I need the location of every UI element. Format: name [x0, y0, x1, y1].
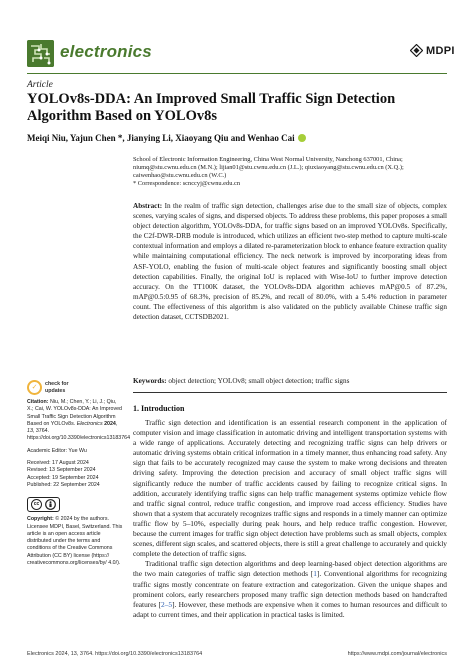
accepted-date: Accepted: 19 September 2024	[27, 474, 99, 481]
copyright-label: Copyright:	[27, 516, 54, 523]
cc-license-badge[interactable]	[27, 497, 60, 512]
affiliation-emails-cont: caiwenhao@stu.cwnu.edu.cn (W.C.)	[133, 172, 227, 179]
paragraph-text: ]. However, these methods are expensive when it comes to human resources and difficult to adapt to current times, and their application in practical tasks is limited.	[133, 599, 447, 619]
paragraph-text: Traditional traffic sign detection algorithms and deep learning-based object detection algorithms are the two main categories of traffic sign detection methods [	[133, 559, 447, 579]
citation-block: Citation: Niu, M.; Chen, Y.; Li, J.; Qiu, X.; Cai, W. YOLOv8s-DDA: An Improved Small Traffic Sign Detection Algorithm Based on YOLOv8s. Electronics 2024, 13, 3764. https://doi.org/10.3390/electronics13183764	[27, 399, 131, 442]
by-icon	[45, 499, 56, 510]
keywords-label: Keywords:	[133, 377, 167, 385]
keywords-text: object detection; YOLOv8; small object detection; traffic signs	[168, 377, 350, 385]
article-type: Article	[27, 80, 53, 90]
abstract	[133, 201, 447, 322]
article-sidebar	[27, 380, 131, 572]
author-list	[27, 133, 447, 143]
author-names: Meiqi Niu, Yajun Chen *, Jianying Li, Xiaoyang Qiu and Wenhao Cai	[27, 133, 295, 143]
copyright-text: © 2024 by the authors. Licensee MDPI, Basel, Switzerland. This article is an open access article distributed under the terms and conditions of the Creative Commons Attribution (CC BY) license (https:// creativecommons.org/licenses/by/ 4.0/).	[27, 516, 123, 567]
page-footer	[27, 651, 447, 657]
citation-label: Citation:	[27, 399, 49, 405]
affiliations	[133, 156, 453, 188]
journal-name: electronics	[60, 42, 152, 61]
published-date: Published: 22 September 2024	[27, 481, 100, 488]
footer-citation[interactable]: Electronics 2024, 13, 3764. https://doi.org/10.3390/electronics13183764	[27, 651, 203, 657]
affiliation-emails: niumq@stu.cwnu.edu.cn (M.N.); lijian01@stu.cwnu.edu.cn (J.L.); qiuxiaoyang@stu.cwnu.edu.cn (X.Q.);	[133, 164, 404, 171]
citation-volume: 13	[27, 428, 33, 435]
abstract-label: Abstract:	[133, 202, 163, 210]
check-updates-icon: ✓	[27, 380, 42, 395]
publisher-name: MDPI	[426, 44, 455, 57]
check-label-line1: check for	[45, 381, 69, 388]
page-title: YOLOv8s-DDA: An Improved Small Traffic Sign Detection Algorithm Based on YOLOv8s	[27, 91, 396, 124]
citation-rest[interactable]: , 3764. https://doi.org/10.3390/electronics13183764	[27, 428, 131, 442]
received-date: Received: 17 August 2024	[27, 460, 89, 467]
revised-date: Revised: 13 September 2024	[27, 467, 96, 474]
paragraph: Traffic sign detection and identification is an essential research component in the application of computer vision and image classification in automatic driving and intelligent transportation systems with a wide range of applications. Accurately detecting and recognizing traffic signs can help drivers or automatic driving systems obtain critical information in a timely manner, thus enhancing road safety. Any sign that fails to be accurately recognized may cause the system to make wrong decisions and threaten driving safety. Improving the detection precision and accuracy of small object traffic signs will significantly reduce the number of traffic accidents caused by failing to recognize critical signs. In addition, accurately identifying traffic signs can help traffic management systems optimize vehicle flow and traffic signal control, reduce traffic congestion, and improve road access efficiency. Studies have shown that a system that accurately recognizes traffic signs and responds in a timely manner can optimize traffic flow by 5–10%, especially during peak hours, and help reduce traffic congestion. However, because the current images for traffic sign object detection have problems such as small objects, complex scenes, different sign scales, and scattered objects, there is still a great challenge to accurately and quickly complete the detection of traffic signs.	[133, 418, 447, 559]
abstract-text: In the realm of traffic sign detection, challenges arise due to the small size of objects, complex scenes, varying scales of signs, and dispersed objects. To address these problems, this paper proposes a small object detection algorithm, YOLOv8s-DDA, for traffic signs based on an improved YOLOv8s. Specifically, the C2f-DWR-DRB module is introduced, which utilizes an efficient two-step method to capture multi-scale contextual information and employs a dilated re-parameterization block to enhance feature extraction quality while maintaining computational efficiency. The neck network is improved by incorporating ideas from ASF-YOLO, enabling the fusion of multi-scale object features and significantly boosting small object detection capabilities. Finally, the original IoU is replaced with Wise-IoU to further improve detection accuracy. On the TT100K dataset, the YOLOv8s-DDA algorithm achieves mAP@0.5 of 87.2%, mAP@0.5:0.95 of 68.3%, precision of 85.2%, and recall of 80.0%, with a 5.4% reduction in parameter count. The effectiveness of this algorithm is also validated on the publicly available Chinese traffic sign detection dataset, CCTSDB2021.	[133, 202, 448, 322]
citation-year: 2024	[104, 420, 116, 427]
affiliation-line: School of Electronic Information Engineering, China West Normal University, Nanchong 637001, China;	[133, 156, 403, 163]
journal-logo	[27, 40, 54, 67]
citation-link[interactable]: 2–5	[161, 599, 173, 609]
copyright-block	[27, 516, 123, 567]
publisher-logo	[410, 44, 455, 57]
citation-text: Niu, M.; Chen, Y.; Li, J.; Qiu, X.; Cai, W. YOLOv8s-DDA: An Improved Small Traffic Sign Detection Algorithm Based on YOLOv8s.	[27, 399, 122, 427]
orcid-icon[interactable]	[298, 134, 306, 142]
citation-journal: Electronics	[76, 420, 103, 427]
check-for-updates-button[interactable]	[27, 380, 123, 395]
academic-editor: Academic Editor: Yue Wu	[27, 447, 87, 454]
footer-journal-url[interactable]: https://www.mdpi.com/journal/electronics	[347, 651, 447, 657]
check-label-line2: updates	[45, 387, 66, 394]
dates-block	[27, 460, 123, 489]
correspondence: * Correspondence: scnccyj@cwnu.edu.cn	[133, 180, 241, 187]
introduction-body	[133, 418, 447, 620]
mdpi-icon	[410, 44, 423, 57]
header-divider	[27, 73, 447, 74]
citation-link[interactable]: 1	[313, 569, 317, 579]
section-heading: 1. Introduction	[133, 404, 185, 413]
section-divider	[133, 392, 447, 393]
keywords	[133, 376, 447, 386]
paragraph	[133, 559, 447, 620]
paragraph-text: ]. Conventional algorithms for recognizing traffic signs mostly concentrate on feature extraction and categorization. Given the unique shapes and prominent colors, early researchers proposed many traffic sign detection methods based on handcrafted features [	[133, 569, 448, 609]
cc-icon: cc	[31, 499, 42, 510]
